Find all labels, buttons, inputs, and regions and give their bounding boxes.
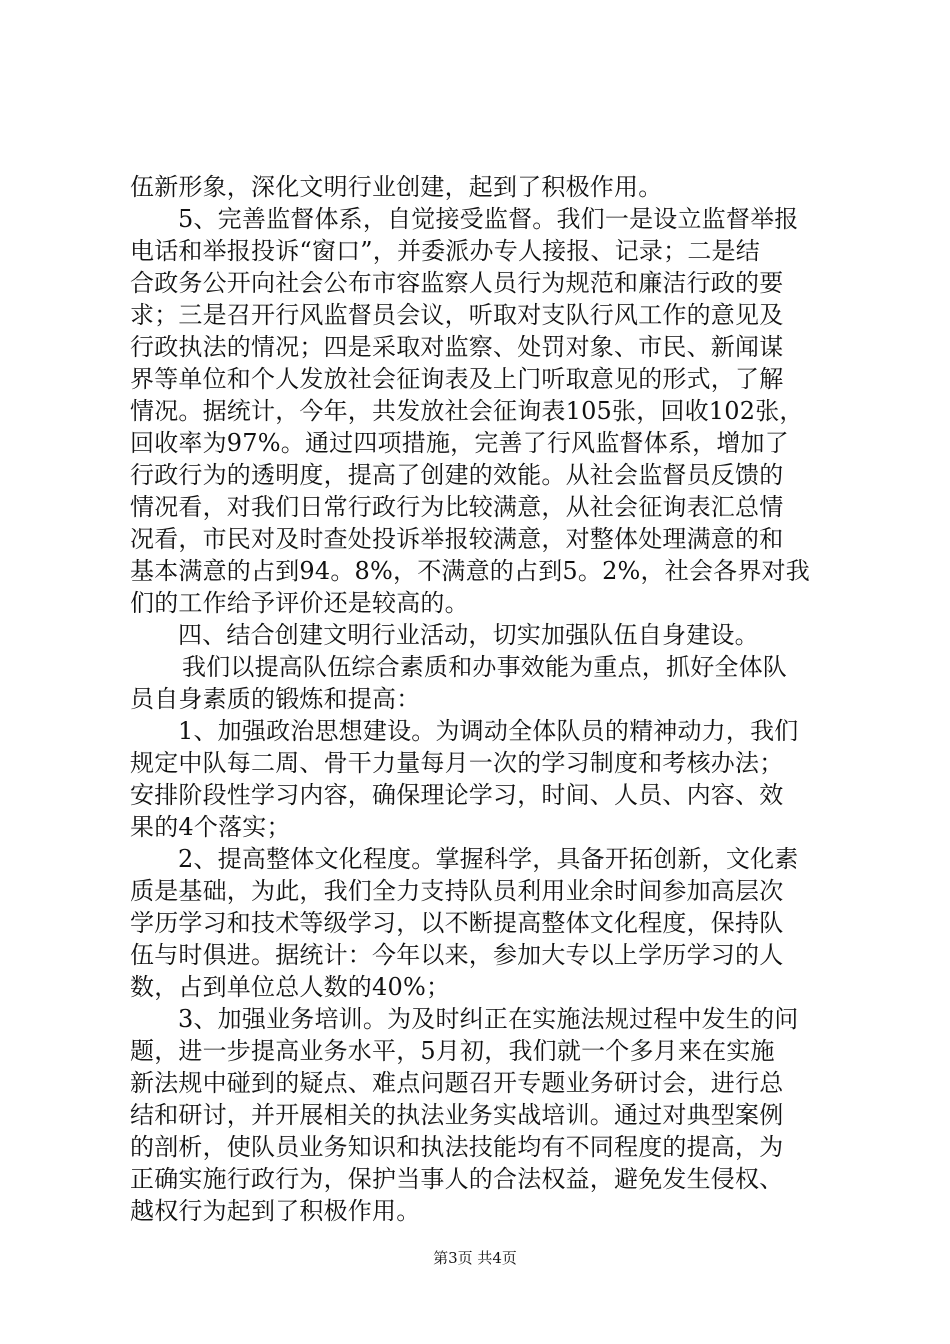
text-line: 情况。据统计，今年，共发放社会征询表105张，回收102张， [130, 397, 804, 425]
text-line: 新法规中碰到的疑点、难点问题召开专题业务研讨会，进行总 [130, 1069, 784, 1097]
section-heading: 四、结合创建文明行业活动，切实加强队伍自身建设。 [178, 621, 759, 649]
text-line: 界等单位和个人发放社会征询表及上门听取意见的形式，了解 [130, 365, 784, 393]
text-line: 5、完善监督体系，自觉接受监督。我们一是设立监督举报 [178, 205, 799, 233]
text-line: 况看，市民对及时查处投诉举报较满意，对整体处理满意的和 [130, 525, 784, 553]
document-body [130, 171, 830, 1227]
text-line: 质是基础，为此，我们全力支持队员利用业余时间参加高层次 [130, 877, 784, 905]
text-line: 电话和举报投诉“窗口”，并委派办专人接报、记录；二是结 [130, 237, 760, 265]
text-line: 果的4个落实； [130, 813, 291, 841]
text-line: 结和研讨，并开展相关的执法业务实战培训。通过对典型案例 [130, 1101, 784, 1129]
text-line: 回收率为97%。通过四项措施，完善了行风监督体系，增加了 [130, 429, 789, 457]
text-line: 学历学习和技术等级学习，以不断提高整体文化程度，保持队 [130, 909, 784, 937]
text-line: 题，进一步提高业务水平，5月初，我们就一个多月来在实施 [130, 1037, 775, 1065]
text-line: 行政执法的情况；四是采取对监察、处罚对象、市民、新闻谋 [130, 333, 784, 361]
text-line: 伍新形象，深化文明行业创建，起到了积极作用。 [130, 173, 663, 201]
text-line: 正确实施行政行为，保护当事人的合法权益，避免发生侵权、 [130, 1165, 784, 1193]
text-line: 1、加强政治思想建设。为调动全体队员的精神动力，我们 [178, 717, 799, 745]
text-line: 行政行为的透明度，提高了创建的效能。从社会监督员反馈的 [130, 461, 784, 489]
text-line: 伍与时俱进。据统计：今年以来，参加大专以上学历学习的人 [130, 941, 784, 969]
text-line: 越权行为起到了积极作用。 [130, 1197, 421, 1225]
text-line: 规定中队每二周、骨干力量每月一次的学习制度和考核办法； [130, 749, 784, 777]
text-line: 我们以提高队伍综合素质和办事效能为重点，抓好全体队 [182, 653, 787, 681]
text-line: 员自身素质的锻炼和提高： [130, 685, 421, 713]
page-number-footer: 第3页 共4页 [433, 1249, 517, 1267]
text-line: 3、加强业务培训。为及时纠正在实施法规过程中发生的问 [178, 1005, 799, 1033]
text-line: 们的工作给予评价还是较高的。 [130, 589, 469, 617]
text-line: 安排阶段性学习内容，确保理论学习，时间、人员、内容、效 [130, 781, 784, 809]
text-line: 情况看，对我们日常行政行为比较满意，从社会征询表汇总情 [130, 493, 784, 521]
text-line: 数，占到单位总人数的40%； [130, 973, 451, 1001]
text-line: 2、提高整体文化程度。掌握科学，具备开拓创新，文化素 [178, 845, 799, 873]
text-line: 合政务公开向社会公布市容监察人员行为规范和廉洁行政的要 [130, 269, 784, 297]
text-line: 求；三是召开行风监督员会议，听取对支队行风工作的意见及 [130, 301, 784, 329]
text-line: 的剖析，使队员业务知识和执法技能均有不同程度的提高，为 [130, 1133, 784, 1161]
text-line: 基本满意的占到94。8%，不满意的占到5。2%，社会各界对我 [130, 557, 810, 585]
